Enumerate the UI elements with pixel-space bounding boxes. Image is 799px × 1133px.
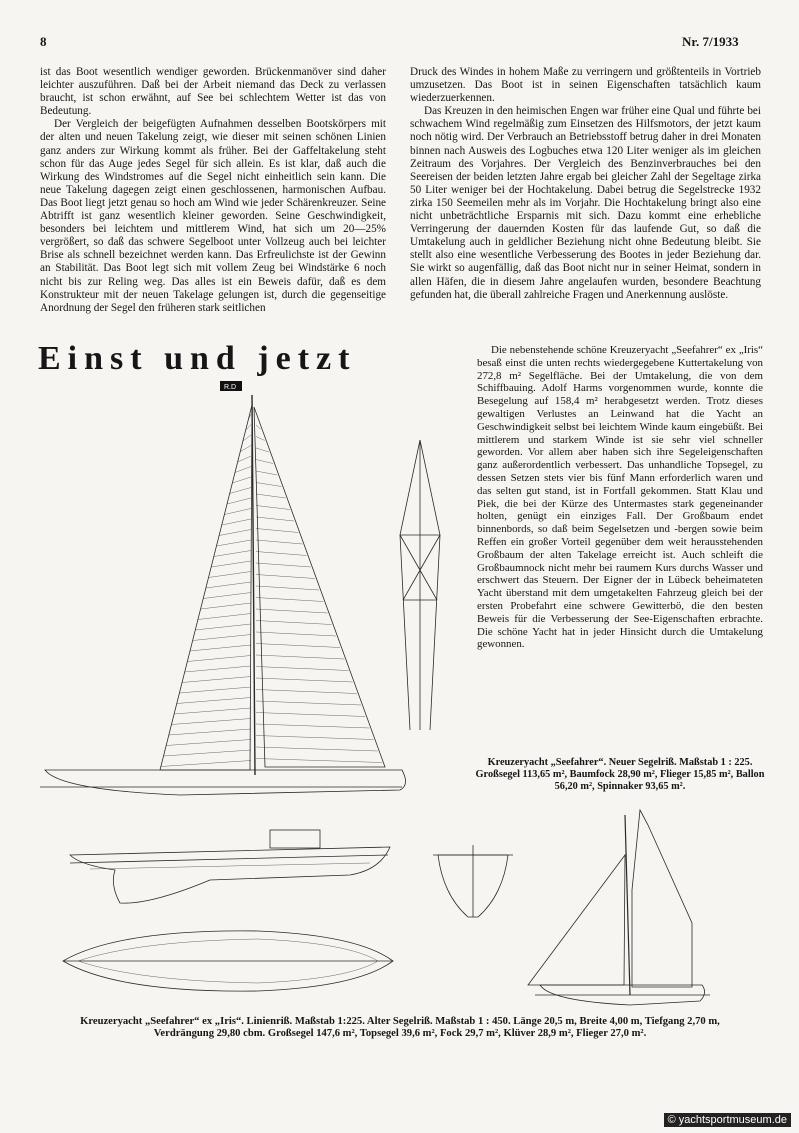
side-article — [477, 344, 763, 651]
sail-seam — [230, 488, 251, 494]
sail-seam — [219, 530, 251, 536]
sail-seam — [216, 540, 251, 546]
body-plan-drawing — [433, 825, 513, 920]
sail-seam — [238, 456, 251, 462]
sail-seam — [256, 644, 340, 648]
sail-seam — [256, 494, 286, 498]
sail-seam — [256, 690, 357, 694]
sail-seam — [256, 609, 328, 613]
sail-seam — [256, 425, 261, 429]
sail-seam — [256, 437, 265, 441]
sail-seam — [174, 708, 251, 714]
sail-seam — [203, 593, 251, 599]
sail-seam — [211, 561, 251, 567]
sail-seam — [179, 687, 251, 693]
sail-seam — [206, 582, 251, 588]
sail-seam — [214, 551, 251, 557]
sail-seam — [161, 761, 251, 767]
sail-seam — [256, 747, 378, 751]
sail-seam — [256, 506, 290, 510]
sail-seam — [256, 632, 336, 636]
sail-seam — [235, 467, 251, 473]
sail-seam — [256, 621, 332, 625]
hull-profile — [45, 770, 406, 795]
paragraph: Der Vergleich der beigefügten Aufnahmen desselben Bootskörpers mit der alten und neuen Takelung zeigt, wie dieser mit seinen schönen Linien ganz anders zur Wirkung kommt als früher. Bei der Gaffeltakelung steht schon für das Auge jedes Segel für sich allein. Es ist klar, daß auch die Wirkung des Windstromes auf die Segel nicht einheitlich sein kann. Die neue Takelung dagegen zeigt einen geschlossenen, harmonischen Aufbau. Das Boot liegt jetzt genau so hoch am Wind wie jeder Schärenkreuzer. Seine Abtrifft ist ganz wesentlich kleiner geworden. Seine Geschwindigkeit, besonders bei leichtem und mittlerem Wind, hat sich um 20—25% vergrößert, so daß das schwere Segelboot unter Vollzeug auch bei leichter Brise als schnell bezeichnet werden kann. Das Erfreulichste ist der Gewinn an Stabilität. Das Boot legt sich mit vollem Zeug bei Windstärke 6 noch nicht bis zur Reling weg. Das alles ist ein Beweis dafür, daß es dem Konstrukteur mit der neuen Takelage gelungen ist, durch die gegenseitige Anordnung der Segel den früheren stark seitlichen — [40, 118, 386, 314]
sail-seam — [182, 677, 251, 683]
sail-seam — [166, 740, 251, 746]
sail-seam — [164, 750, 251, 756]
sail-seam — [256, 448, 269, 452]
paragraph: Die nebenstehende schöne Kreuzeryacht „Seefahrer“ ex „Iris“ besaß einst die unten rechts wiedergegebene Kuttertakelung von 272,8 m² Segelfläche. Bei der Umtakelung, die von dem Schiffbauing. Adolf Harms vorgenommen wurde, konnte die Besegelung auf 158,4 m² herabgesetzt werden. Trotz dieses gewaltigen Verlustes an Leinwand hat die Yacht an Geschwindigkeit selbst bei leichtem Winde kaum eingebüßt. Bei mittlerem und starkem Winde ist sie sehr viel schneller geworden. Vor allem aber haben sich ihre Segeleigenschaften ganz außerordentlich verbessert. Das unhandliche Topsegel, zu dessen Setzen stets vier bis fünf Mann erforderlich waren und das selten gut stand, ist in Fortfall gekommen. Statt Klau und Piek, die bei der Kürze des Untermastes stark gegeneinander holten, genügt ein einziges Fall. Der Großbaum endet binnenbords, so daß beim Segelsetzen und -bergen sowie beim Reffen ein großer Vorteil gegenüber dem weit herausstehenden Großbaum der alten Takelage erreicht ist. Auch schleift die Großbaumnock nicht mehr bei raumem Kurs durchs Wasser und erschwert das Steuern. Der Eigner der in Lübeck beheimateten Yacht überstand mit dem umgetakelten Fahrzeug gleich bei der ersten Probefahrt eine schwere Gewitterbö, die den besten Beweis für die Verbesserung der See-Eigenschaften erbrachte. Die schöne Yacht hat in jeder Hinsicht durch die Umtakelung gewonnen. — [477, 344, 763, 651]
lines-profile-drawing — [70, 825, 400, 915]
sail-seam — [209, 572, 251, 578]
sail-seam — [256, 759, 382, 763]
column-right — [410, 66, 761, 302]
sail-seam — [169, 729, 251, 735]
lines-plan-drawing — [58, 925, 398, 1000]
sail-seam — [256, 598, 323, 602]
caption-new-sail-plan: Kreuzeryacht „Seefahrer“. Neuer Segelriß. Maßstab 1 : 225. Großsegel 113,65 m², Baumfock 28,90 m², Flieger 15,85 m², Ballon 56,20 m², Spinnaker 93,65 m². — [475, 757, 765, 793]
old-headsail-outline — [528, 855, 625, 985]
sail-seam — [256, 540, 302, 544]
paragraph: Das Kreuzen in den heimischen Engen war früher eine Qual und führte bei schwachem Wind regelmäßig zum Einsetzen des Hilfsmotors, der jetzt kaum noch nötig wird. Der Verbrauch an Betriebsstoff betrug daher in drei Monaten binnen nach Ausweis des Logbuches etwa 120 Liter weniger als im gleichen Zeitraum des Vorjahres. Der Vergleich des Benzinverbrauches bei den Seereisen der beiden letzten Jahre ergab bei gleicher Zahl der Segeltage zirka 50 Liter weniger bei der Hochtakelung. Dabei betrug die Segelstrecke 1932 zirka 150 Seemeilen mehr als im Vorjahr. Die Hochtakelung bringt also eine nicht unbeträchtliche Ersparnis mit sich. Dazu kommt eine erhebliche Verringerung der dauernden Kosten für das laufende Gut, so daß die Umtakelung auch in geldlicher Beziehung nicht ohne Bedeutung bleibt. Sie stellt also eine wesentliche Verbesserung des Bootes in jeder Beziehung dar. Sie wirkt so augenfällig, daß das Boot nicht nur in seiner Heimat, sondern in allen Häfen, die in diesem Jahre angelaufen wurden, besondere Beachtung gefunden hat, die überall zahlreiche Fragen und Anerkennung auslöste. — [410, 105, 761, 301]
sail-seam — [256, 575, 315, 579]
paragraph: ist das Boot wesentlich wendiger geworden. Brückenmanöver sind daher leichter auszuführen. Daß bei der Arbeit niemand das Deck zu verlassen braucht, ist schon erwähnt, auf See bei schlechtem Wetter ist das von Bedeutung. — [40, 66, 386, 118]
sail-seam — [256, 713, 365, 717]
sail-seam — [227, 498, 251, 504]
section-title: Einst und jetzt — [38, 340, 357, 377]
sail-seam — [198, 614, 251, 620]
sail-seam — [256, 655, 344, 659]
sail-seam — [193, 635, 251, 641]
sail-seam — [256, 667, 348, 671]
old-sail-plan-drawing — [520, 805, 735, 1015]
sail-seam — [177, 698, 251, 704]
sail-seam — [201, 603, 251, 609]
mast-front-view-drawing — [395, 440, 445, 730]
sail-seam — [256, 678, 353, 682]
sail-seam — [256, 529, 298, 533]
sail-seam — [232, 477, 251, 483]
sail-seam — [222, 519, 251, 525]
sail-seam — [256, 460, 273, 464]
sail-seam — [256, 724, 369, 728]
watermark: © yachtsportmuseum.de — [664, 1113, 791, 1127]
burgee-text: R.D — [224, 384, 237, 391]
mast — [252, 395, 255, 775]
sail-seam — [256, 701, 361, 705]
column-left — [40, 66, 386, 315]
sail-seam — [190, 645, 251, 651]
issue-number: Nr. 7/1933 — [682, 34, 739, 49]
sail-seam — [256, 736, 374, 740]
sail-seam — [185, 666, 251, 672]
sail-seam — [256, 483, 281, 487]
page-number: 8 — [40, 34, 47, 49]
mainsail-outline — [160, 405, 252, 770]
old-mainsail-outline — [632, 810, 692, 987]
sail-seam — [195, 624, 251, 630]
sail-seam — [256, 563, 311, 567]
paragraph: Druck des Windes in hohem Maße zu verringern und größtenteils in Vortrieb umzusetzen. Das Boot ist in seinen Eigenschaften tatsächlich kaum wiederzuerkennen. — [410, 66, 761, 105]
sail-seam — [256, 517, 294, 521]
sail-seam — [256, 471, 277, 475]
sail-seam — [171, 719, 251, 725]
sail-seam — [256, 552, 307, 556]
new-sail-plan-drawing — [40, 375, 400, 795]
caption-bottom: Kreuzeryacht „Seefahrer“ ex „Iris“. Linienriß. Maßstab 1:225. Alter Segelriß. Maßstab 1 : 450. Länge 20,5 m, Breite 4,00 m, Tiefgang 2,70 m, Verdrängung 29,80 cbm. Großsegel 147,6 m², Topsegel 39,6 m², Fock 29,7 m², Klüver 28,9 m², Flieger 27,0 m². — [80, 1016, 720, 1040]
sail-seam — [187, 656, 251, 662]
sail-seam — [256, 586, 319, 590]
sail-seam — [224, 509, 251, 515]
